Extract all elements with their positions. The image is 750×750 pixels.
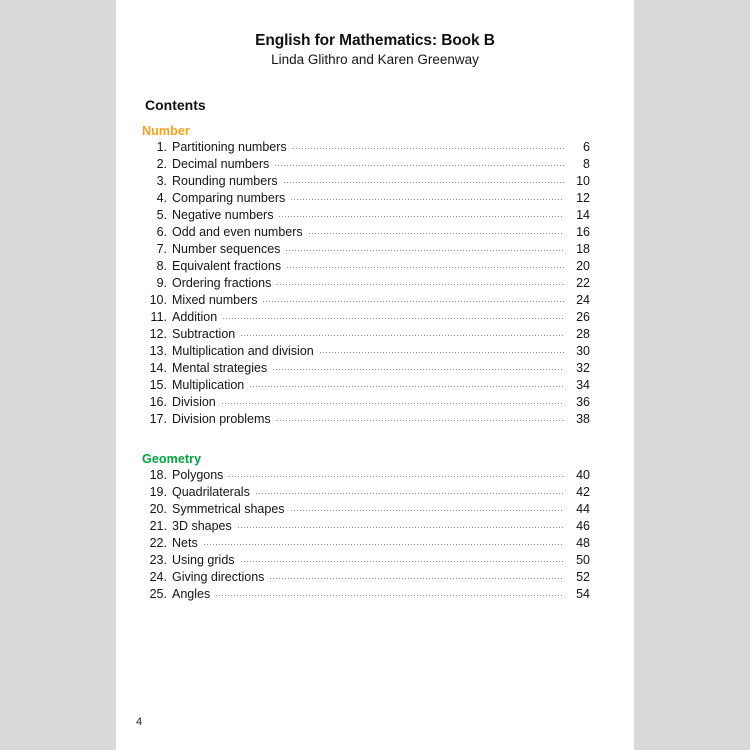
toc-dot-leader	[203, 535, 564, 547]
toc-entry-page: 34	[576, 378, 590, 393]
toc-entry[interactable]	[142, 241, 590, 258]
toc-entry-number: 22.	[149, 536, 167, 551]
toc-entry-number: 1.	[156, 140, 167, 155]
toc-entry[interactable]	[142, 518, 590, 535]
title-block	[116, 0, 634, 69]
toc-entry-label: Comparing numbers	[172, 191, 286, 206]
toc-entry-number: 3.	[156, 174, 167, 189]
toc-entry-label: Decimal numbers	[172, 157, 270, 172]
toc-entry-number: 8.	[156, 259, 167, 274]
toc-entry-number: 16.	[149, 395, 167, 410]
toc-dot-leader	[276, 411, 564, 423]
toc-entry-label: Multiplication	[172, 378, 245, 393]
toc-entry-label: Equivalent fractions	[172, 259, 282, 274]
toc-dot-leader	[283, 173, 564, 185]
toc-entry-number: 15.	[149, 378, 167, 393]
toc-entry-page: 18	[576, 242, 590, 257]
toc-entry-number: 21.	[149, 519, 167, 534]
toc-entry-label: Using grids	[172, 553, 235, 568]
toc-entry-page: 24	[576, 293, 590, 308]
toc-entry-page: 44	[576, 502, 590, 517]
toc-entry-page: 38	[576, 412, 590, 427]
toc-entry[interactable]	[142, 156, 590, 173]
toc-entry-page: 54	[576, 587, 590, 602]
toc-entry-page: 30	[576, 344, 590, 359]
toc-entry-page: 10	[576, 174, 590, 189]
toc-entry[interactable]	[142, 484, 590, 501]
toc-entry-number: 20.	[149, 502, 167, 517]
toc-entry-label: Subtraction	[172, 327, 236, 342]
toc-entry-number: 5.	[156, 208, 167, 223]
toc-section-heading-geometry: Geometry	[142, 452, 202, 467]
toc-entry-page: 12	[576, 191, 590, 206]
toc-dot-leader	[269, 569, 564, 581]
toc-dot-leader	[308, 224, 564, 236]
toc-dot-leader	[276, 275, 564, 287]
toc-dot-leader	[292, 139, 564, 151]
page-title: English for Mathematics: Book B	[255, 32, 495, 49]
toc-dot-leader	[255, 484, 564, 496]
table-of-contents	[142, 124, 590, 603]
toc-entry[interactable]	[142, 467, 590, 484]
toc-entry-page: 32	[576, 361, 590, 376]
toc-entry[interactable]	[142, 275, 590, 292]
toc-entry[interactable]	[142, 224, 590, 241]
toc-dot-leader	[290, 190, 564, 202]
toc-entry-number: 9.	[156, 276, 167, 291]
toc-entry-number: 12.	[149, 327, 167, 342]
toc-entry-page: 52	[576, 570, 590, 585]
toc-entry-page: 16	[576, 225, 590, 240]
toc-dot-leader	[274, 156, 564, 168]
toc-entry-page: 36	[576, 395, 590, 410]
toc-dot-leader	[262, 292, 564, 304]
toc-entry-number: 7.	[156, 242, 167, 257]
toc-entry-label: Partitioning numbers	[172, 140, 287, 155]
toc-entry-label: Ordering fractions	[172, 276, 272, 291]
toc-entry-label: Giving directions	[172, 570, 265, 585]
toc-entry-number: 6.	[156, 225, 167, 240]
toc-entry-label: Polygons	[172, 468, 224, 483]
toc-entry[interactable]	[142, 326, 590, 343]
toc-entry-label: Rounding numbers	[172, 174, 278, 189]
toc-entry-page: 26	[576, 310, 590, 325]
toc-entry[interactable]	[142, 292, 590, 309]
toc-entry-label: Symmetrical shapes	[172, 502, 285, 517]
toc-entry[interactable]	[142, 173, 590, 190]
toc-entry-label: Nets	[172, 536, 198, 551]
toc-entry-page: 22	[576, 276, 590, 291]
toc-entry-page: 14	[576, 208, 590, 223]
toc-entry-page: 48	[576, 536, 590, 551]
toc-entry[interactable]	[142, 309, 590, 326]
toc-entry-number: 13.	[149, 344, 167, 359]
toc-dot-leader	[221, 394, 564, 406]
toc-entry-page: 20	[576, 259, 590, 274]
toc-entry-number: 18.	[149, 468, 167, 483]
toc-dot-leader	[290, 501, 564, 513]
toc-entry-page: 8	[583, 157, 590, 172]
toc-entry-page: 46	[576, 519, 590, 534]
toc-entry[interactable]	[142, 139, 590, 156]
toc-entry-number: 25.	[149, 587, 167, 602]
toc-dot-leader	[237, 518, 564, 530]
toc-dot-leader	[272, 360, 564, 372]
toc-section	[142, 452, 590, 603]
toc-dot-leader	[319, 343, 564, 355]
toc-section	[142, 124, 590, 428]
toc-dot-leader	[285, 241, 564, 253]
toc-entry[interactable]	[142, 258, 590, 275]
toc-entry[interactable]	[142, 501, 590, 518]
toc-dot-leader	[215, 586, 564, 598]
toc-entry-label: Division problems	[172, 412, 271, 427]
toc-entry-label: Addition	[172, 310, 218, 325]
toc-entry-number: 17.	[149, 412, 167, 427]
toc-entry-label: Number sequences	[172, 242, 281, 257]
toc-dot-leader	[240, 326, 564, 338]
toc-entry[interactable]	[142, 394, 590, 411]
toc-entry[interactable]	[142, 569, 590, 586]
toc-entry[interactable]	[142, 535, 590, 552]
toc-entry-number: 10.	[149, 293, 167, 308]
toc-entry-page: 6	[583, 140, 590, 155]
toc-entry-label: Negative numbers	[172, 208, 274, 223]
toc-entry-label: Mental strategies	[172, 361, 268, 376]
page-number-folio: 4	[136, 716, 143, 728]
book-page	[116, 0, 634, 750]
toc-entry[interactable]	[142, 411, 590, 428]
toc-entry-number: 23.	[149, 553, 167, 568]
toc-entry-number: 14.	[149, 361, 167, 376]
toc-entry-label: Angles	[172, 587, 211, 602]
toc-entry-number: 19.	[149, 485, 167, 500]
contents-heading: Contents	[145, 97, 206, 114]
toc-entry-number: 2.	[156, 157, 167, 172]
toc-entry-page: 28	[576, 327, 590, 342]
toc-section-heading-number: Number	[142, 124, 190, 139]
toc-dot-leader	[222, 309, 564, 321]
toc-entry[interactable]	[142, 586, 590, 603]
toc-entry-page: 42	[576, 485, 590, 500]
toc-entry-label: 3D shapes	[172, 519, 232, 534]
toc-entry-number: 11.	[150, 310, 167, 325]
toc-entry[interactable]	[142, 552, 590, 569]
toc-entry-label: Quadrilaterals	[172, 485, 250, 500]
toc-entry-number: 24.	[149, 570, 167, 585]
toc-entry-page: 50	[576, 553, 590, 568]
toc-entry-number: 4.	[156, 191, 167, 206]
toc-entry-page: 40	[576, 468, 590, 483]
toc-dot-leader	[228, 467, 564, 479]
toc-entry-label: Odd and even numbers	[172, 225, 303, 240]
book-authors: Linda Glithro and Karen Greenway	[271, 52, 479, 68]
toc-entry-label: Mixed numbers	[172, 293, 258, 308]
toc-entry[interactable]	[142, 377, 590, 394]
toc-entry-label: Division	[172, 395, 216, 410]
toc-entry[interactable]	[142, 360, 590, 377]
toc-dot-leader	[249, 377, 564, 389]
toc-dot-leader	[240, 552, 564, 564]
toc-dot-leader	[286, 258, 564, 270]
toc-entry[interactable]	[142, 343, 590, 360]
toc-entry[interactable]	[142, 190, 590, 207]
toc-dot-leader	[278, 207, 564, 219]
toc-entry-label: Multiplication and division	[172, 344, 314, 359]
toc-entry[interactable]	[142, 207, 590, 224]
